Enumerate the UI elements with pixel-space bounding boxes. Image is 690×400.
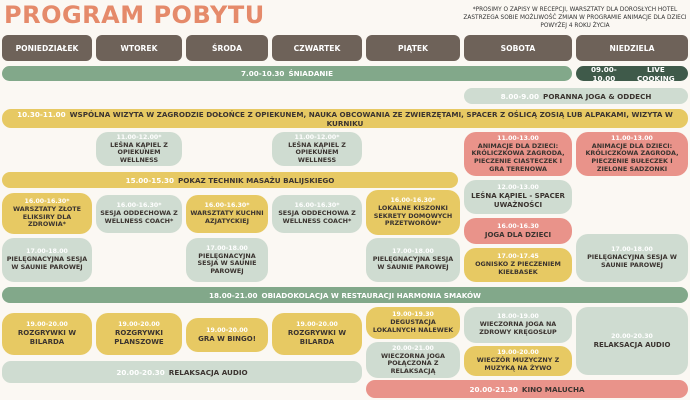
garden-visit-band [2, 109, 688, 128]
kids-cinema-band [366, 380, 688, 398]
event-saturday-evening-yoga [464, 307, 572, 343]
audio-relax-time: 20.00-20.30 [116, 367, 165, 377]
event-name: ANIMACJE DLA DZIECI: KRÓLICZKOWA ZAGRODA, PIECZENIE CIASTECZEK I GRA TERENOWA [471, 141, 565, 173]
event-time: 11.00-12.00* [116, 133, 162, 141]
breakfast-band [2, 66, 572, 81]
info-note: *PROSIMY O ZAPISY W RECEPCJI, WARSZTATY DLA DOROSŁYCH HOTEL ZASTRZEGA SOBIE MOŻLIWOŚĆ ZMIAN W PROGRAMIE ANIMACJE DLA DZIECI POWYŻEJ 4 ROKU ŻYCIA [463, 7, 687, 29]
morning-yoga-label: PORANNA JOGA & ODDECH [543, 91, 652, 101]
event-name: PIELĘGNACYJNA SESJA W SAUNIE PAROWEJ [6, 255, 88, 271]
event-name: ROZGRYWKI PLANSZOWE [114, 329, 164, 346]
audio-relax-band [2, 361, 362, 383]
event-thursday-billiards [272, 313, 362, 355]
event-tuesday-forest [96, 132, 182, 166]
massage-label: POKAZ TECHNIK MASAŻU BALIJSKIEGO [178, 175, 335, 185]
event-time: 16.00-16.30* [24, 198, 70, 206]
event-time: 11.00-13.00 [497, 134, 539, 142]
morning-yoga-time: 8.00-9.00 [500, 91, 540, 101]
event-time: 20.00-20.30 [611, 332, 653, 340]
event-name: SESJA ODDECHOWA Z WELLNESS COACH* [100, 209, 178, 225]
event-saturday-music [464, 346, 572, 376]
dinner-time: 18.00-21.00 [209, 290, 258, 300]
breakfast-time: 7.00-10.30 [240, 69, 285, 78]
event-time: 16.00-16.30* [204, 202, 250, 210]
massage-band [2, 172, 458, 188]
event-time: 19.00-19.30 [392, 311, 434, 319]
event-time: 11.00-13.00 [611, 134, 653, 142]
event-time: 16.00-16.30 [497, 222, 539, 230]
event-name: DEGUSTACJA LOKALNYCH NALEWEK [372, 318, 454, 334]
event-time: 19.00-20.00 [206, 326, 248, 334]
event-time: 16.00-16.30* [390, 197, 436, 205]
event-name: GRA W BINGO! [198, 334, 256, 343]
event-time: 19.00-20.00 [296, 321, 338, 329]
event-tuesday-boardgames [96, 313, 182, 355]
event-time: 19.00-20.00 [497, 349, 539, 357]
event-time: 20.00-21.00 [392, 344, 434, 352]
event-name: ANIMACJE DLA DZIECI: KRÓLICZKOWA ZAGRODA, PIECZENIE BUŁECZEK I ZIELONE SADZONKI [585, 141, 679, 173]
event-time: 17.00-18.00 [392, 248, 434, 256]
event-name: SESJA ODDECHOWA Z WELLNESS COACH* [278, 209, 356, 225]
event-time: 17.00-18.00 [611, 246, 653, 254]
live-cooking-band [576, 66, 688, 81]
event-time: 18.00-19.00 [497, 313, 539, 321]
event-name: PIELĘGNACYJNA SESJA W SAUNIE PAROWEJ [587, 253, 677, 269]
day-header-sunday: NIEDZIELA [576, 35, 688, 61]
day-header-saturday: SOBOTA [464, 35, 572, 61]
event-time: 11.00-12.00* [294, 133, 340, 141]
event-name: WARSZTATY KUCHNI AZJATYCKIEJ [190, 209, 264, 225]
event-name: RELAKSACJA AUDIO [593, 340, 671, 349]
event-monday-billiards [2, 313, 92, 355]
event-name: OGNISKO Z PIECZENIEM KIEŁBASEK [475, 260, 561, 276]
event-friday-tasting [366, 307, 460, 339]
event-wednesday-workshop [186, 195, 268, 233]
day-header-wednesday: ŚRODA [186, 35, 268, 61]
event-monday-workshop [2, 193, 92, 234]
event-tuesday-breath [96, 195, 182, 233]
breakfast-label: ŚNIADANIE [288, 69, 333, 78]
event-time: 17.00-18.00 [206, 244, 248, 252]
event-sunday-relax [576, 307, 688, 375]
event-time: 17.00-18.00 [26, 248, 68, 256]
event-name: WIECZÓR MUZYCZNY Z MUZYKĄ NA ŻYWO [476, 356, 560, 372]
event-friday-workshop [366, 190, 460, 235]
event-name: ROZGRYWKI W BILARDA [287, 329, 347, 346]
event-name: PIELĘGNACYJNA SESJA W SAUNIE PAROWEJ [372, 255, 454, 271]
event-saturday-animations [464, 132, 572, 176]
event-wednesday-bingo [186, 318, 268, 352]
morning-yoga-band [464, 88, 688, 104]
day-header-thursday: CZWARTEK [272, 35, 362, 61]
event-name: PIELĘGNACYJNA SESJA W SAUNIE PAROWEJ [197, 251, 257, 275]
live-cooking-label: LIVE COOKING [637, 64, 675, 83]
event-name: LEŚNA KĄPIEL Z OPIEKUNEM WELLNESS [288, 140, 346, 164]
audio-relax-label: RELAKSACJA AUDIO [168, 367, 248, 377]
kids-cinema-time: 20.00-21.30 [469, 384, 518, 394]
event-saturday-bonfire [464, 248, 572, 282]
event-time: 12.00-13.00 [497, 184, 539, 192]
event-time: 19.00-20.00 [26, 321, 68, 329]
event-friday-sauna [366, 238, 460, 282]
day-header-monday: PONIEDZIAŁEK [2, 35, 92, 61]
event-name: LOKALNE KISZONKI SEKRETY DOMOWYCH PRZETWORÓW* [373, 204, 453, 228]
live-cooking-time: 09.00-10.00 [591, 64, 617, 83]
event-name: LEŚNA KĄPIEL Z OPIEKUNEM WELLNESS [110, 140, 168, 164]
dinner-label: OBIADOKOLACJA W RESTAURACJI HARMONIA SMAKÓW [261, 290, 481, 300]
kids-cinema-label: KINO MALUCHA [521, 384, 585, 394]
event-saturday-walk [464, 180, 572, 214]
event-sunday-animations [576, 132, 688, 176]
event-name: JOGA DLA DZIECI [484, 230, 552, 239]
day-header-tuesday: WTOREK [96, 35, 182, 61]
event-name: WIECZORNA JOGA NA ZDROWY KRĘGOSŁUP [479, 320, 557, 336]
event-name: ROZGRYWKI W BILARDA [17, 329, 77, 346]
event-time: 16.00-16.30* [116, 202, 162, 210]
dinner-band [2, 287, 688, 303]
event-name: WIECZORNA JOGA POŁĄCZONA Z RELAKSACJĄ [381, 351, 445, 375]
event-friday-evening-yoga [366, 342, 460, 378]
event-saturday-kids-yoga [464, 218, 572, 244]
event-time: 19.00-20.00 [118, 321, 160, 329]
event-time: 16.00-16.30* [294, 202, 340, 210]
garden-visit-time: 10.30-11.00 [17, 109, 66, 119]
event-monday-sauna [2, 238, 92, 282]
event-wednesday-sauna [186, 238, 268, 282]
day-header-friday: PIĄTEK [366, 35, 460, 61]
event-thursday-forest [272, 132, 362, 166]
garden-visit-label: WSPÓLNA WIZYTA W ZAGRODZIE DOŁOŃCE Z OPIEKUNEM, NAUKA OBCOWANIA ZE ZWIERZĘTAMI, SPACER Z OŚLICĄ ZOSIĄ LUB ALPAKAMI, WIZYTA W KURNIKU [69, 109, 673, 128]
event-name: WARSZTATY ZŁOTE ELIKSIRY DLA ZDROWIA* [12, 205, 82, 229]
event-name: LEŚNA KĄPIEL - SPACER UWAŻNOŚCI [471, 192, 565, 209]
event-thursday-breath [272, 195, 362, 233]
event-time: 17.00-17.45 [497, 253, 539, 261]
massage-time: 15.00-15.30 [125, 175, 175, 185]
page-title: PROGRAM POBYTU [4, 1, 265, 29]
event-sunday-sauna [576, 234, 688, 282]
